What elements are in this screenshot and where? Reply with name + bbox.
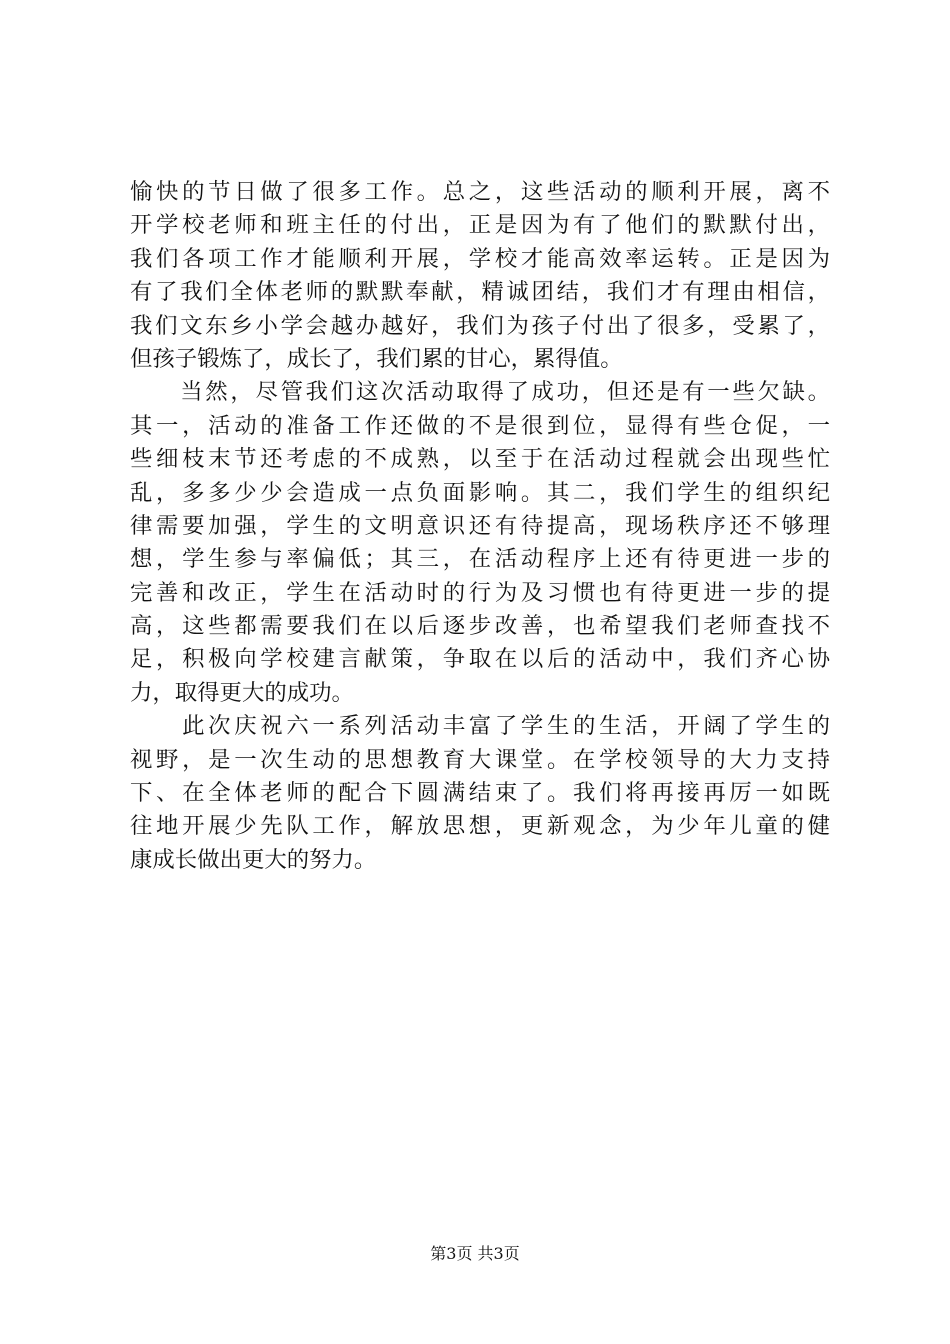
text-line: 我们各项工作才能顺利开展，学校才能高效率运转。正是因为 <box>130 245 830 272</box>
text-line: 当然，尽管我们这次活动取得了成功，但还是有一些欠缺。 <box>130 379 830 406</box>
text-line: 此次庆祝六一系列活动丰富了学生的生活，开阔了学生的 <box>130 713 830 740</box>
text-line: 我们文东乡小学会越办越好，我们为孩子付出了很多，受累了， <box>130 312 830 339</box>
text-line: 视野，是一次生动的思想教育大课堂。在学校领导的大力支持 <box>130 746 830 773</box>
text-line: 往地开展少先队工作，解放思想，更新观念，为少年儿童的健 <box>130 813 830 840</box>
text-line: 愉快的节日做了很多工作。总之，这些活动的顺利开展，离不 <box>130 179 830 205</box>
document-body <box>130 176 830 877</box>
text-line: 些细枝末节还考虑的不成熟，以至于在活动过程就会出现些忙 <box>130 446 830 473</box>
text-line: 但孩子锻炼了，成长了，我们累的甘心，累得值。 <box>130 345 623 372</box>
text-line: 有了我们全体老师的默默奉献，精诚团结，我们才有理由相信， <box>130 279 830 306</box>
text-line: 完善和改正，学生在活动时的行为及习惯也有待更进一步的提 <box>130 579 830 606</box>
text-line: 乱，多多少少会造成一点负面影响。其二，我们学生的组织纪 <box>130 479 830 506</box>
text-line: 开学校老师和班主任的付出，正是因为有了他们的默默付出， <box>130 212 830 239</box>
text-line: 康成长做出更大的努力。 <box>130 846 377 873</box>
text-line: 足，积极向学校建言献策，争取在以后的活动中，我们齐心协 <box>130 646 830 673</box>
text-line: 下、在全体老师的配合下圆满结束了。我们将再接再厉一如既 <box>130 780 830 807</box>
text-line: 想，学生参与率偏低；其三，在活动程序上还有待更进一步的 <box>130 546 830 573</box>
text-line: 力，取得更大的成功。 <box>130 679 354 706</box>
text-line: 其一，活动的准备工作还做的不是很到位，显得有些仓促，一 <box>130 412 830 439</box>
text-line: 高，这些都需要我们在以后逐步改善，也希望我们老师查找不 <box>130 613 830 640</box>
page-number-footer: 第3页 共3页 <box>430 1244 520 1263</box>
text-line: 律需要加强，学生的文明意识还有待提高，现场秩序还不够理 <box>130 512 830 539</box>
